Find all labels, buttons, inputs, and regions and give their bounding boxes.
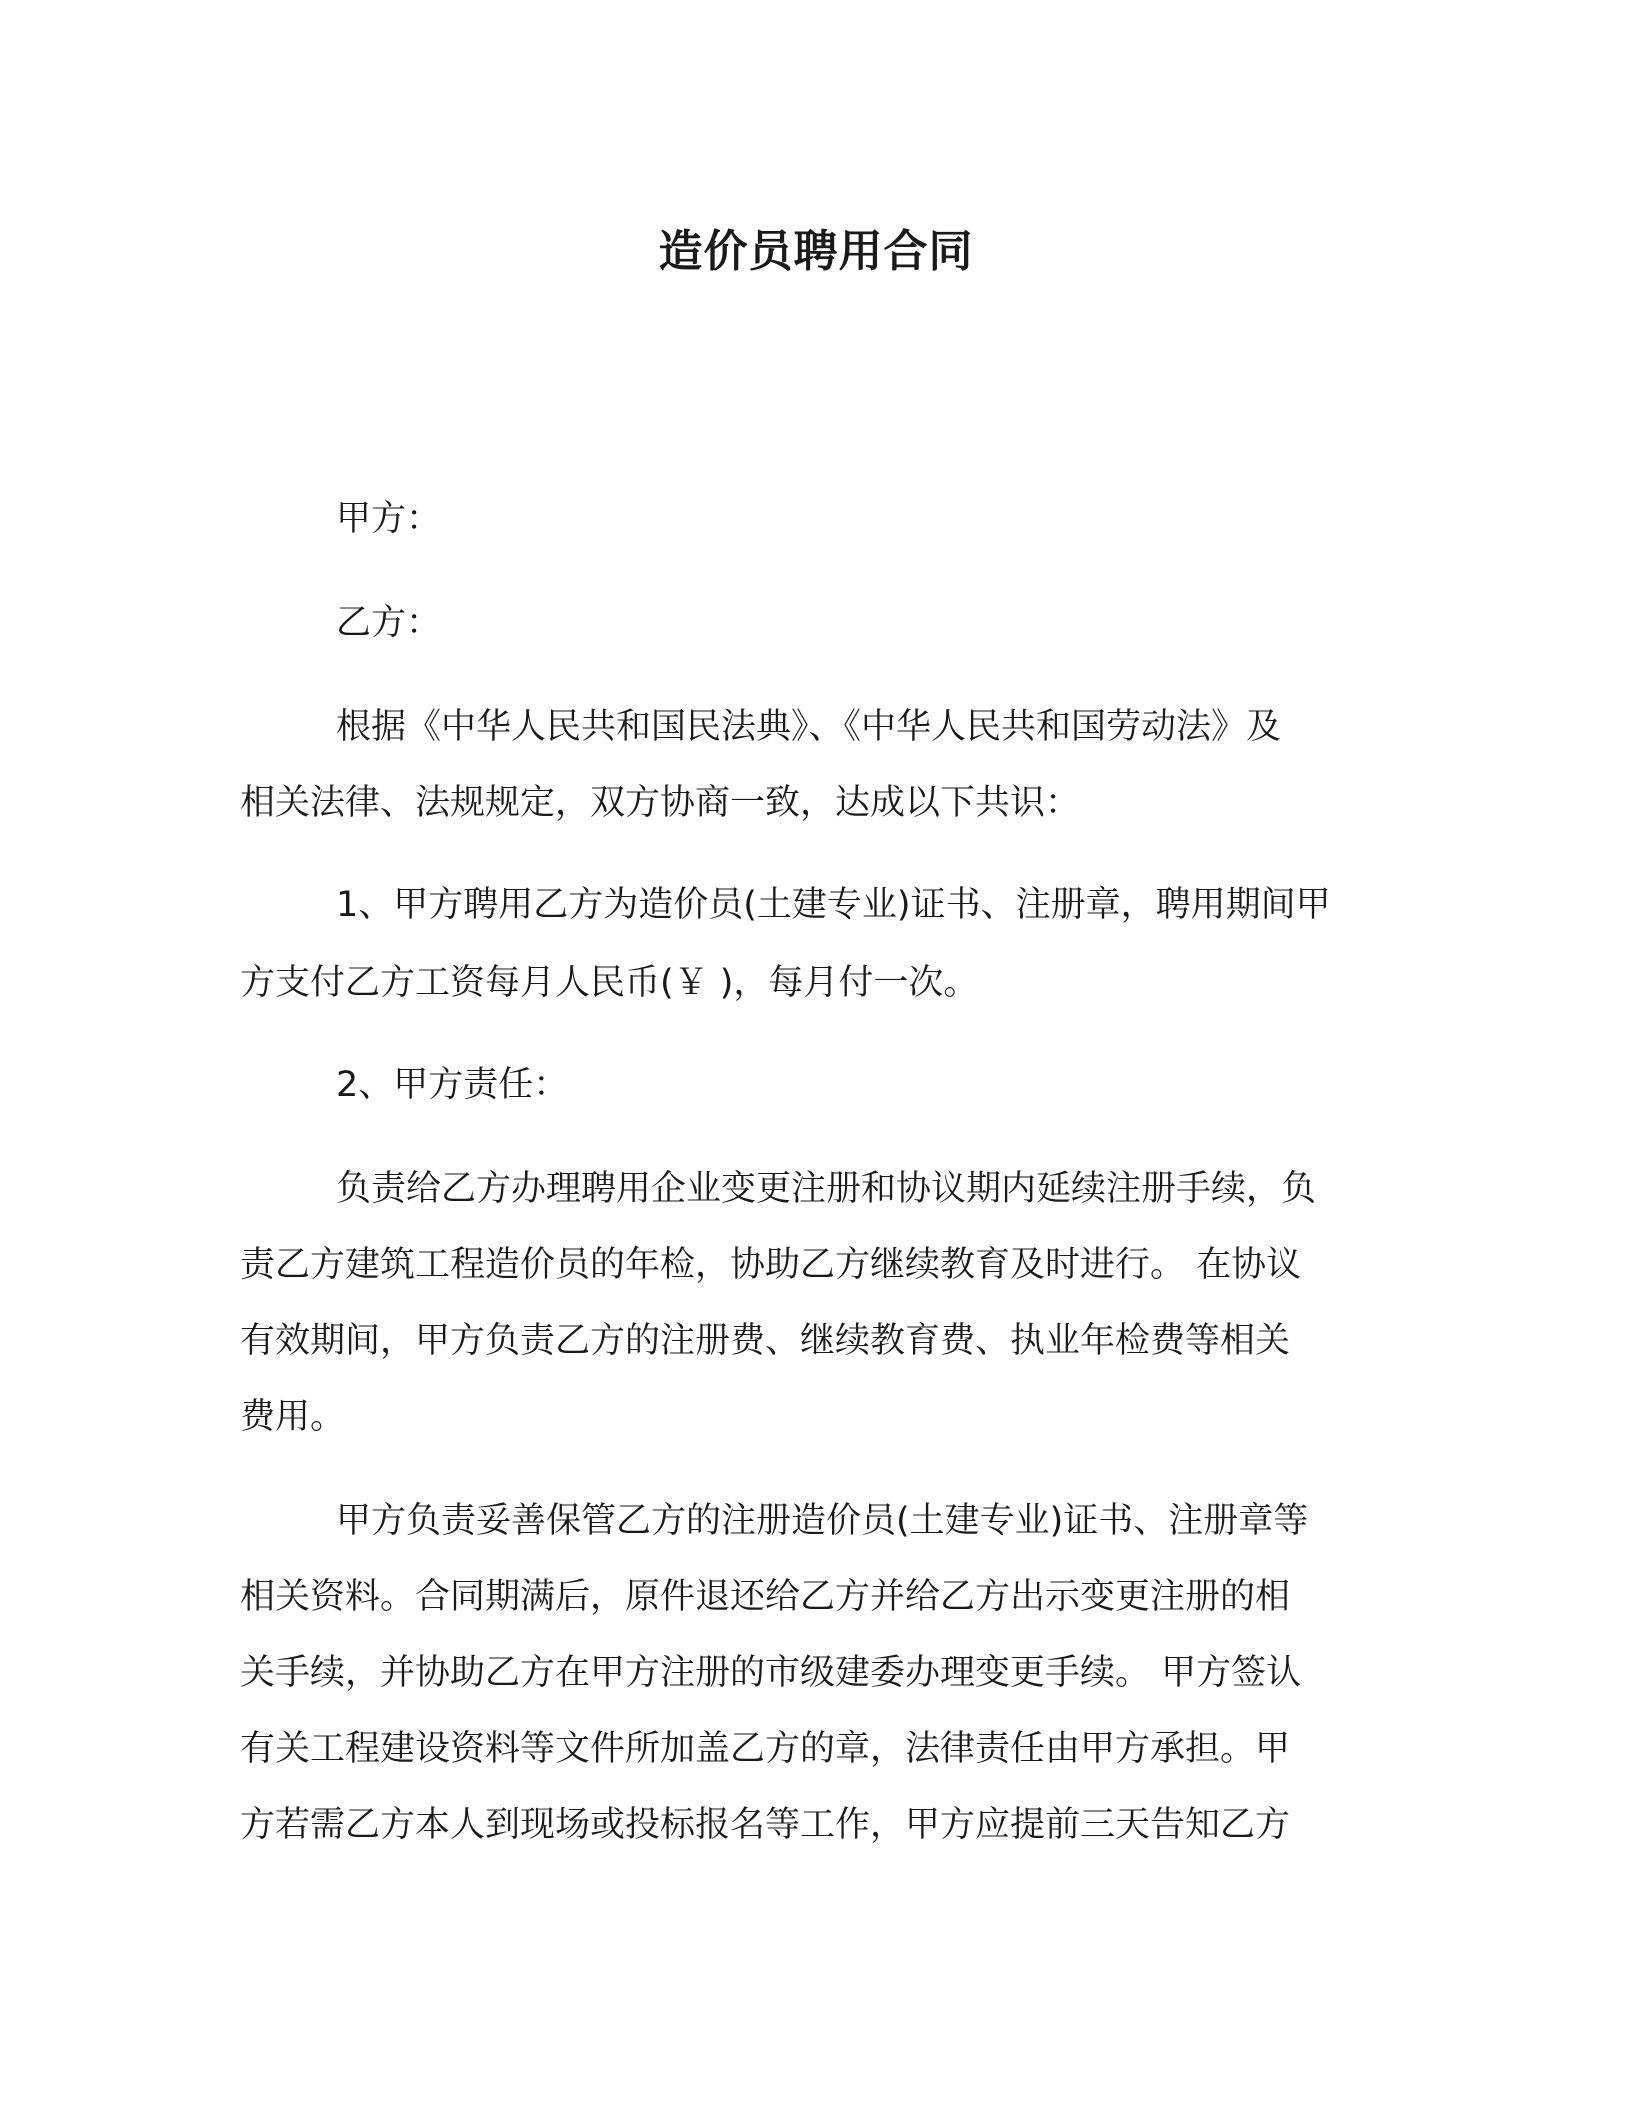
paragraph-line: 根据《中华人民共和国民法典》、《中华人民共和国劳动法》及	[336, 707, 1282, 747]
paragraph-line: 责乙方建筑工程造价员的年检，协助乙方继续教育及时进行。 在协议	[240, 1245, 1302, 1285]
clause-1-line: 1、甲方聘用乙方为造价员(土建专业)证书、注册章，聘用期间甲	[336, 885, 1331, 925]
paragraph-line: 甲方负责妥善保管乙方的注册造价员(土建专业)证书、注册章等	[336, 1501, 1309, 1541]
party-a-label: 甲方：	[336, 499, 442, 539]
clause-1-line: 方支付乙方工资每月人民币(￥ )，每月付一次。	[240, 963, 979, 1003]
paragraph-line: 有效期间，甲方负责乙方的注册费、继续教育费、执业年检费等相关	[240, 1321, 1291, 1361]
paragraph-line: 费用。	[240, 1397, 346, 1437]
paragraph-line: 关手续，并协助乙方在甲方注册的市级建委办理变更手续。 甲方签认	[240, 1653, 1302, 1693]
paragraph-line: 相关法律、法规规定，双方协商一致，达成以下共识：	[240, 783, 1081, 823]
paragraph-line: 方若需乙方本人到现场或投标报名等工作，甲方应提前三天告知乙方	[240, 1805, 1291, 1845]
document-title: 造价员聘用合同	[658, 226, 974, 277]
paragraph-line: 负责给乙方办理聘用企业变更注册和协议期内延续注册手续，负	[336, 1169, 1317, 1209]
paragraph-line: 相关资料。合同期满后，原件退还给乙方并给乙方出示变更注册的相	[240, 1577, 1291, 1617]
party-b-label: 乙方：	[336, 603, 442, 643]
clause-2-heading: 2、甲方责任：	[336, 1065, 569, 1105]
paragraph-line: 有关工程建设资料等文件所加盖乙方的章，法律责任由甲方承担。甲	[240, 1729, 1291, 1769]
